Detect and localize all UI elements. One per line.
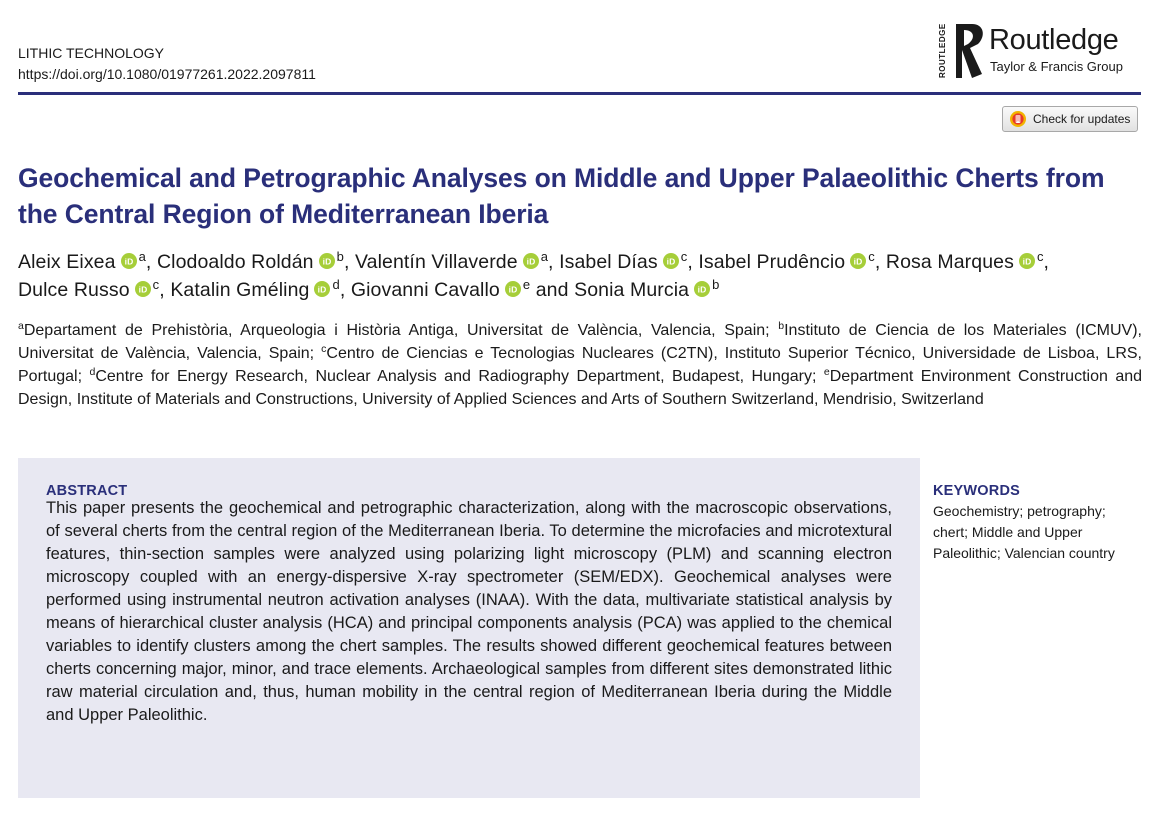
svg-text:iD: iD (124, 256, 133, 267)
author-name[interactable]: Aleix Eixea (18, 251, 116, 273)
svg-text:iD: iD (138, 284, 148, 295)
author-name[interactable]: Isabel Días (559, 251, 658, 273)
affiliation-text: Instituto de Ciencia de los Materiales (ICMUV), Universitat de València, Valencia, Spain; (18, 322, 1142, 362)
abstract-heading: ABSTRACT (46, 483, 128, 499)
orcid-icon[interactable] (121, 253, 137, 269)
author-name[interactable]: Valentín Villaverde (354, 251, 518, 273)
author-separator: and (530, 279, 575, 301)
svg-text:iD: iD (508, 284, 518, 295)
svg-text:iD: iD (697, 284, 707, 295)
author-name[interactable]: Clodoaldo Roldán (156, 251, 314, 273)
keywords-panel (933, 482, 1143, 564)
author-entry (355, 251, 548, 273)
affiliation-text: Centro de Ciencias e Tecnologias Nucleares (C2TN), Instituto Superior Técnico, Universidade de Lisboa, LRS, Portugal; (18, 345, 1143, 385)
author-separator: , (339, 279, 351, 301)
keywords-text: Geochemistry; petrography; chert; Middle and Upper Paleolithic; Valencian country (933, 503, 1115, 561)
affiliation-text: Centre for Energy Research, Nuclear Analysis and Radiography Department, Budapest, Hungary; (95, 368, 824, 385)
author-entry (18, 279, 159, 301)
check-for-updates-button[interactable] (1002, 106, 1138, 132)
keywords-heading: KEYWORDS (933, 483, 1020, 499)
svg-text:iD: iD (853, 256, 863, 267)
author-name[interactable]: Isabel Prudêncio (698, 251, 846, 273)
svg-text:iD: iD (1022, 256, 1032, 267)
affiliation-text: Departament de Prehistòria, Arqueologia i Història Antiga, Universitat de València, Valencia, Spain; (23, 322, 779, 339)
abstract-text: This paper presents the geochemical and petrographic characterization, along with the macroscopic observations, of several cherts from the central region of the Mediterranean Iberia. To determine the microfacies and microtextural features, thin-section samples were analyzed using polarizing light microscopy (PLM) and scanning electron microscopy coupled with an energy-dispersive X-ray spectrometer (SEM/EDX). Geochemical analyses were performed using instrumental neutron activation analyses (INAA). With the data, multivariate statistical analysis by means of hierarchical cluster analysis (HCA) and principal components analysis (PCA) was applied to the chemical variables to identify clusters among the chert samples. The results showed different geochemical features between cherts concerning major, minor, and trace elements. Archaeological samples from different sites demonstrated lithic raw material circulation and, thus, human mobility in the central region of Mediterranean Iberia during the Middle and Upper Paleolithic. (46, 499, 892, 724)
orcid-icon[interactable] (314, 281, 330, 297)
affiliation-marker: c (1036, 249, 1044, 264)
svg-text:iD: iD (526, 256, 536, 267)
publisher-logo (938, 22, 1143, 80)
routledge-mark-icon (952, 22, 990, 80)
affiliation-marker: a (540, 249, 549, 264)
author-name[interactable]: Rosa Marques (885, 251, 1014, 273)
author-separator: , (874, 251, 886, 273)
publisher-name: Routledge (989, 24, 1119, 56)
svg-text:iD: iD (322, 256, 331, 267)
author-separator: , (1043, 251, 1050, 273)
svg-text:iD: iD (666, 256, 676, 267)
affiliation-marker: b (336, 249, 344, 264)
author-entry (351, 279, 530, 301)
affiliation-marker: e (522, 277, 531, 292)
abstract-panel (18, 458, 920, 798)
author-entry (170, 279, 340, 301)
author-entry (886, 251, 1044, 273)
orcid-icon[interactable] (694, 281, 710, 297)
author-entry (574, 279, 719, 301)
author-entry (18, 251, 146, 273)
orcid-icon[interactable] (505, 281, 521, 297)
author-separator: , (343, 251, 355, 273)
affiliation-marker: c (321, 343, 327, 355)
affiliation-marker: b (712, 277, 720, 292)
journal-name: LITHIC TECHNOLOGY (18, 45, 164, 61)
orcid-icon[interactable] (319, 253, 335, 269)
author-separator: , (548, 251, 560, 273)
author-entry (698, 251, 874, 273)
affiliation-marker: d (332, 277, 340, 292)
doi-link[interactable]: https://doi.org/10.1080/01977261.2022.2097811 (18, 66, 316, 82)
affiliation-text: Department Environment Construction and Design, Institute of Materials and Constructions, University of Applied Sciences and Arts of Southern Switzerland, Mendrisio, Switzerland (18, 368, 1143, 408)
article-title: Geochemical and Petrographic Analyses on Middle and Upper Palaeolithic Cherts from the Central Region of Mediterranean Iberia (18, 163, 1105, 229)
affiliation-marker: b (778, 320, 785, 332)
orcid-icon[interactable] (663, 253, 679, 269)
author-list (18, 248, 1148, 304)
affiliations (18, 319, 1142, 411)
affiliation-marker: c (152, 277, 160, 292)
affiliation-marker: c (868, 249, 875, 264)
author-name[interactable]: Sonia Murcia (574, 279, 690, 301)
orcid-icon[interactable] (523, 253, 539, 269)
journal-header (18, 43, 316, 85)
orcid-icon[interactable] (1019, 253, 1035, 269)
author-name[interactable]: Dulce Russo (18, 279, 130, 301)
affiliation-marker: e (823, 366, 830, 378)
author-separator: , (145, 251, 157, 273)
author-entry (157, 251, 344, 273)
affiliation-marker: a (18, 320, 24, 332)
author-name[interactable]: Giovanni Cavallo (350, 279, 500, 301)
affiliation-marker: d (89, 366, 96, 378)
affiliation-marker: c (680, 249, 688, 264)
publisher-vertical-label: ROUTLEDGE (938, 23, 947, 78)
author-separator: , (159, 279, 171, 301)
publisher-group: Taylor & Francis Group (990, 59, 1123, 74)
orcid-icon[interactable] (850, 253, 866, 269)
affiliation-marker: a (138, 249, 146, 264)
header-divider (18, 92, 1141, 95)
svg-text:iD: iD (318, 284, 327, 295)
check-for-updates-label: Check for updates (1033, 112, 1131, 126)
check-updates-icon (1009, 110, 1027, 128)
orcid-icon[interactable] (135, 281, 151, 297)
author-name[interactable]: Katalin Gméling (170, 279, 310, 301)
author-entry (559, 251, 687, 273)
author-separator: , (687, 251, 699, 273)
